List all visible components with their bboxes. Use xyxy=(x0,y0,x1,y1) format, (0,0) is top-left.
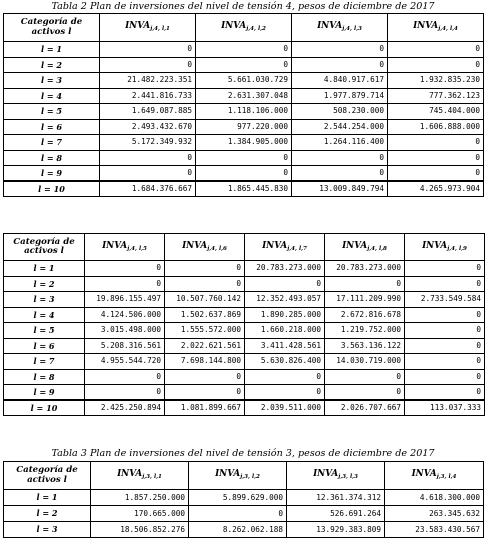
column-header-subscript: j,3, l,2 xyxy=(240,474,260,481)
value-cell: 13.929.383.809 xyxy=(287,522,385,538)
table-row xyxy=(4,261,485,277)
column-header-main: INVA xyxy=(411,469,437,480)
table-caption: Tabla 2 Plan de inversiones del nivel de tensión 4, pesos de diciembre de 2017 xyxy=(51,1,435,12)
table-row xyxy=(4,119,484,135)
value-cell: 8.262.062.188 xyxy=(189,522,287,538)
value-cell: 1.384.905.000 xyxy=(196,135,292,151)
value-cell: 0 xyxy=(405,354,485,370)
category-label: l = 3 xyxy=(4,522,91,538)
column-header-subscript: j,3, l,1 xyxy=(142,474,162,481)
category-label: l = 6 xyxy=(4,119,100,135)
table-row xyxy=(4,181,484,197)
category-header xyxy=(4,234,85,261)
column-header xyxy=(245,234,325,261)
value-cell: 13.009.849.794 xyxy=(292,181,388,197)
value-cell: 1.932.835.230 xyxy=(388,73,484,89)
investment-table-level4-b xyxy=(3,233,485,416)
category-label: l = 2 xyxy=(4,276,85,292)
value-cell: 17.111.209.990 xyxy=(325,292,405,308)
value-cell: 0 xyxy=(292,150,388,166)
value-cell: 0 xyxy=(165,261,245,277)
category-label: l = 3 xyxy=(4,73,100,89)
column-header xyxy=(196,14,292,42)
table-row xyxy=(4,307,485,323)
column-header-subscript: j,4, l,8 xyxy=(367,245,387,252)
value-cell: 1.555.572.000 xyxy=(165,323,245,339)
value-cell: 4.840.917.617 xyxy=(292,73,388,89)
column-header-main: INVA xyxy=(342,240,368,251)
table-row xyxy=(4,490,484,506)
category-label: l = 7 xyxy=(4,135,100,151)
column-header-subscript: j,3, l,4 xyxy=(436,474,457,481)
value-cell: 2.631.307.048 xyxy=(196,88,292,104)
value-cell: 0 xyxy=(85,276,165,292)
value-cell: 2.441.816.733 xyxy=(100,88,196,104)
category-header-line1: Categoría de xyxy=(16,465,78,476)
value-cell: 508.230.000 xyxy=(292,104,388,120)
table-row xyxy=(4,385,485,401)
category-label: l = 8 xyxy=(4,150,100,166)
table-row xyxy=(4,88,484,104)
table-row xyxy=(4,104,484,120)
value-cell: 20.783.273.000 xyxy=(325,261,405,277)
category-label: l = 8 xyxy=(4,369,85,385)
column-header xyxy=(388,14,484,42)
value-cell: 0 xyxy=(292,57,388,73)
value-cell: 3.563.136.122 xyxy=(325,338,405,354)
category-label: l = 5 xyxy=(4,323,85,339)
category-label: l = 1 xyxy=(4,490,91,506)
column-header-subscript: j,4, l,3 xyxy=(342,26,362,33)
value-cell: 0 xyxy=(388,150,484,166)
category-header-line2: activos l xyxy=(27,474,67,485)
column-header-subscript: j,3, l,3 xyxy=(338,474,358,481)
table-row xyxy=(4,57,484,73)
column-header-subscript: j,4, l,5 xyxy=(127,245,147,252)
table-row xyxy=(4,354,485,370)
value-cell: 0 xyxy=(405,276,485,292)
table-row xyxy=(4,400,485,416)
value-cell: 0 xyxy=(85,261,165,277)
value-cell: 0 xyxy=(388,57,484,73)
value-cell: 5.208.316.561 xyxy=(85,338,165,354)
value-cell: 777.362.123 xyxy=(388,88,484,104)
value-cell: 0 xyxy=(405,307,485,323)
value-cell: 170.665.000 xyxy=(91,506,189,522)
category-label: l = 9 xyxy=(4,385,85,401)
value-cell: 5.661.030.729 xyxy=(196,73,292,89)
value-cell: 0 xyxy=(405,369,485,385)
column-header-subscript: j,4, l,4 xyxy=(438,26,458,33)
column-header xyxy=(292,14,388,42)
value-cell: 2.733.549.584 xyxy=(405,292,485,308)
value-cell: 0 xyxy=(196,57,292,73)
category-header-line1: Categoría de xyxy=(13,236,75,247)
value-cell: 1.118.106.000 xyxy=(196,104,292,120)
value-cell: 2.544.254.000 xyxy=(292,119,388,135)
value-cell: 0 xyxy=(165,276,245,292)
value-cell: 1.219.752.000 xyxy=(325,323,405,339)
column-header-subscript: j,4, l,9 xyxy=(447,245,467,252)
column-header xyxy=(325,234,405,261)
value-cell: 263.345.632 xyxy=(385,506,484,522)
value-cell: 10.507.760.142 xyxy=(165,292,245,308)
value-cell: 4.124.506.000 xyxy=(85,307,165,323)
table-row xyxy=(4,292,485,308)
column-header-main: INVA xyxy=(221,21,247,32)
value-cell: 0 xyxy=(245,385,325,401)
value-cell: 0 xyxy=(388,166,484,182)
value-cell: 0 xyxy=(189,506,287,522)
category-header-line2: activos l xyxy=(31,26,72,37)
column-header xyxy=(287,462,385,490)
value-cell: 0 xyxy=(325,369,405,385)
category-header xyxy=(4,462,91,490)
table-row xyxy=(4,276,485,292)
value-cell: 4.265.973.904 xyxy=(388,181,484,197)
value-cell: 2.493.432.670 xyxy=(100,119,196,135)
category-label: l = 4 xyxy=(4,88,100,104)
column-header xyxy=(85,234,165,261)
value-cell: 2.026.707.667 xyxy=(325,400,405,416)
table-row xyxy=(4,338,485,354)
value-cell: 0 xyxy=(325,276,405,292)
column-header-main: INVA xyxy=(215,469,241,480)
value-cell: 0 xyxy=(405,385,485,401)
value-cell: 23.583.430.567 xyxy=(385,522,484,538)
table-row xyxy=(4,522,484,538)
value-cell: 7.698.144.800 xyxy=(165,354,245,370)
value-cell: 5.899.629.000 xyxy=(189,490,287,506)
column-header-main: INVA xyxy=(317,21,343,32)
value-cell: 0 xyxy=(100,150,196,166)
column-header-main: INVA xyxy=(102,240,128,251)
value-cell: 18.506.852.276 xyxy=(91,522,189,538)
value-cell: 1.081.899.667 xyxy=(165,400,245,416)
value-cell: 1.502.637.869 xyxy=(165,307,245,323)
category-label: l = 9 xyxy=(4,166,100,182)
value-cell: 0 xyxy=(405,338,485,354)
table-row xyxy=(4,506,484,522)
column-header-main: INVA xyxy=(422,240,448,251)
table-caption: Tabla 3 Plan de inversiones del nivel de tensión 3, pesos de diciembre de 2017 xyxy=(51,448,435,459)
value-cell: 1.684.376.667 xyxy=(100,181,196,197)
value-cell: 1.857.250.000 xyxy=(91,490,189,506)
column-header xyxy=(405,234,485,261)
category-label: l = 6 xyxy=(4,338,85,354)
table-row xyxy=(4,323,485,339)
investment-table-level4-a xyxy=(3,13,484,197)
value-cell: 5.630.826.400 xyxy=(245,354,325,370)
column-header-subscript: j,4, l,7 xyxy=(287,245,307,252)
column-header-main: INVA xyxy=(313,469,339,480)
table-row xyxy=(4,150,484,166)
value-cell: 0 xyxy=(245,369,325,385)
category-label: l = 1 xyxy=(4,42,100,58)
table-row xyxy=(4,369,485,385)
value-cell: 1.890.285.000 xyxy=(245,307,325,323)
column-header xyxy=(100,14,196,42)
column-header xyxy=(385,462,484,490)
column-header xyxy=(189,462,287,490)
value-cell: 0 xyxy=(325,385,405,401)
value-cell: 20.783.273.000 xyxy=(245,261,325,277)
value-cell: 21.482.223.351 xyxy=(100,73,196,89)
table-row xyxy=(4,135,484,151)
value-cell: 1.264.116.400 xyxy=(292,135,388,151)
value-cell: 0 xyxy=(245,276,325,292)
table-row xyxy=(4,42,484,58)
value-cell: 2.022.621.561 xyxy=(165,338,245,354)
value-cell: 0 xyxy=(100,57,196,73)
value-cell: 977.220.000 xyxy=(196,119,292,135)
value-cell: 1.660.218.000 xyxy=(245,323,325,339)
value-cell: 3.015.498.000 xyxy=(85,323,165,339)
value-cell: 5.172.349.932 xyxy=(100,135,196,151)
column-header-subscript: j,4, l,6 xyxy=(207,245,227,252)
value-cell: 3.411.428.561 xyxy=(245,338,325,354)
value-cell: 2.039.511.000 xyxy=(245,400,325,416)
value-cell: 0 xyxy=(405,323,485,339)
value-cell: 4.618.300.000 xyxy=(385,490,484,506)
value-cell: 0 xyxy=(292,42,388,58)
value-cell: 0 xyxy=(85,385,165,401)
category-label: l = 10 xyxy=(4,181,100,197)
category-label: l = 2 xyxy=(4,57,100,73)
column-header-main: INVA xyxy=(262,240,288,251)
value-cell: 1.649.087.885 xyxy=(100,104,196,120)
value-cell: 745.404.000 xyxy=(388,104,484,120)
value-cell: 0 xyxy=(196,42,292,58)
value-cell: 1.606.888.000 xyxy=(388,119,484,135)
category-label: l = 4 xyxy=(4,307,85,323)
column-header xyxy=(91,462,189,490)
value-cell: 2.425.250.894 xyxy=(85,400,165,416)
value-cell: 12.361.374.312 xyxy=(287,490,385,506)
column-header-subscript: j,4, l,1 xyxy=(150,26,170,33)
column-header-main: INVA xyxy=(117,469,143,480)
column-header xyxy=(165,234,245,261)
value-cell: 1.977.879.714 xyxy=(292,88,388,104)
value-cell: 113.037.333 xyxy=(405,400,485,416)
value-cell: 2.672.816.678 xyxy=(325,307,405,323)
value-cell: 0 xyxy=(292,166,388,182)
column-header-main: INVA xyxy=(182,240,208,251)
value-cell: 0 xyxy=(405,261,485,277)
value-cell: 0 xyxy=(85,369,165,385)
table-row xyxy=(4,166,484,182)
value-cell: 0 xyxy=(100,166,196,182)
category-header-line1: Categoría de xyxy=(20,17,83,28)
value-cell: 0 xyxy=(100,42,196,58)
value-cell: 12.352.493.057 xyxy=(245,292,325,308)
column-header-subscript: j,4, l,2 xyxy=(246,26,266,33)
value-cell: 0 xyxy=(196,166,292,182)
category-label: l = 7 xyxy=(4,354,85,370)
category-header-line2: activos l xyxy=(24,246,64,256)
category-header xyxy=(4,14,100,42)
column-header-main: INVA xyxy=(413,21,439,32)
table-row xyxy=(4,73,484,89)
category-label: l = 10 xyxy=(4,400,85,416)
investment-table-level3 xyxy=(3,461,484,538)
value-cell: 0 xyxy=(196,150,292,166)
value-cell: 0 xyxy=(165,369,245,385)
category-label: l = 2 xyxy=(4,506,91,522)
value-cell: 14.030.719.000 xyxy=(325,354,405,370)
value-cell: 0 xyxy=(388,42,484,58)
value-cell: 0 xyxy=(165,385,245,401)
value-cell: 526.691.264 xyxy=(287,506,385,522)
value-cell: 1.865.445.830 xyxy=(196,181,292,197)
category-label: l = 5 xyxy=(4,104,100,120)
category-label: l = 3 xyxy=(4,292,85,308)
value-cell: 4.955.544.720 xyxy=(85,354,165,370)
column-header-main: INVA xyxy=(125,21,151,32)
value-cell: 0 xyxy=(388,135,484,151)
value-cell: 19.896.155.497 xyxy=(85,292,165,308)
category-label: l = 1 xyxy=(4,261,85,277)
